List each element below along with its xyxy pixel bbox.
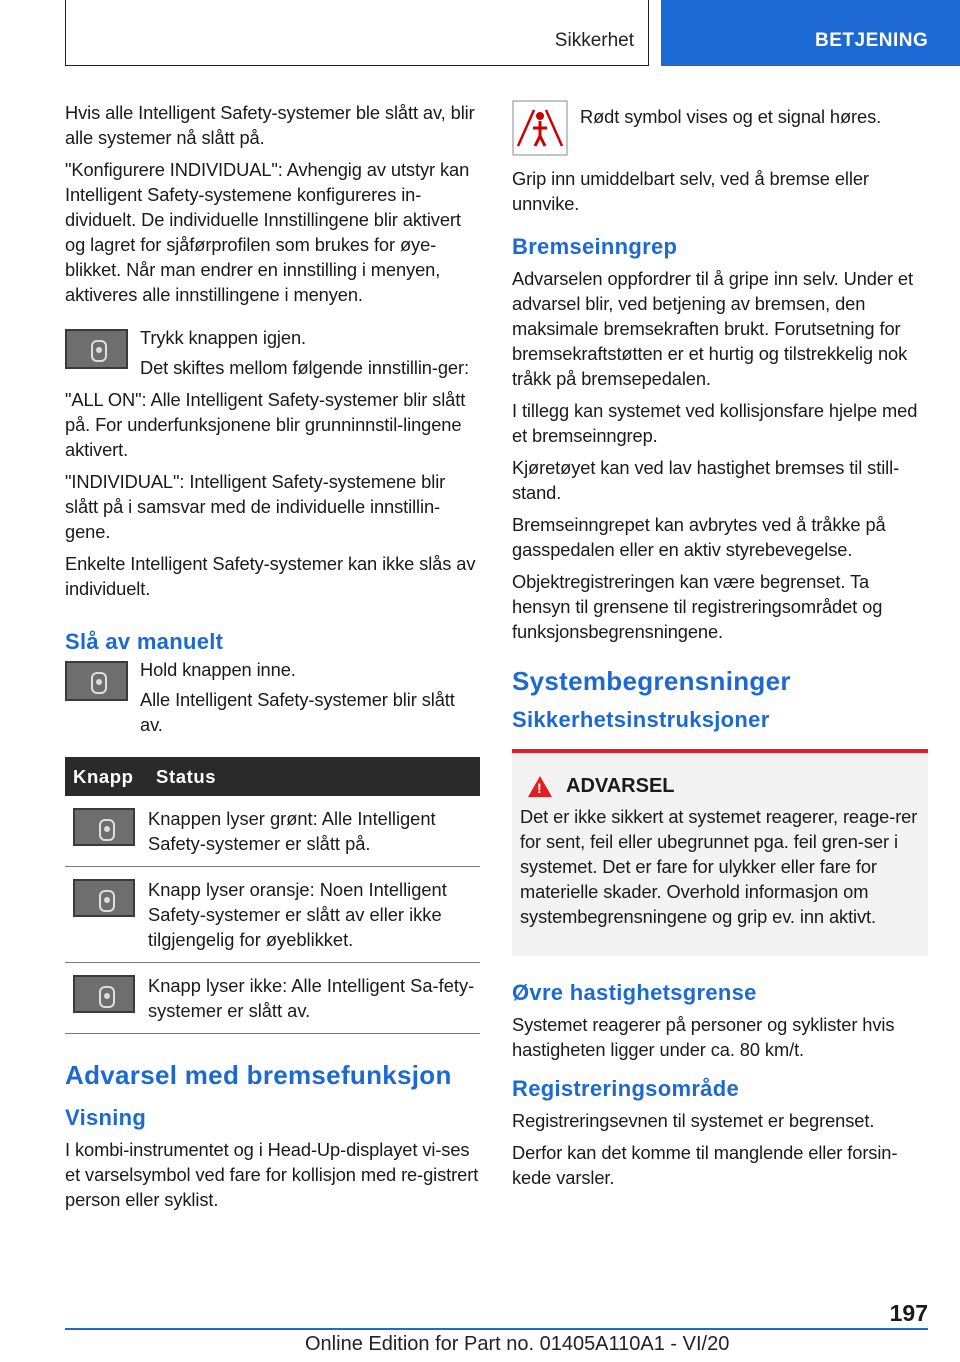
safety-button-icon xyxy=(65,661,128,701)
paragraph: Det skiftes mellom følgende innstillin-ger: xyxy=(140,357,469,378)
table-cell-status: Knapp lyser oransje: Noen Intelligent Safety-systemer er slått av eller ikke tilgjengelig for øyeblikket. xyxy=(148,867,480,963)
table-cell-status: Knappen lyser grønt: Alle Intelligent Safety-systemer er slått på. xyxy=(148,796,480,867)
warning-title-text: ADVARSEL xyxy=(566,775,675,797)
status-table xyxy=(65,757,480,1034)
safety-button-icon xyxy=(73,879,135,917)
header-section-title: Sikkerhet xyxy=(554,30,634,51)
header-chapter-tab xyxy=(661,0,960,66)
instruction-text: Hold knappen inne. xyxy=(140,659,296,680)
warning-text: Det er ikke sikkert at systemet reagerer, reage-rer for sent, feil eller ubegrunnet pga. feil gren-ser i systemet. Det er fare for ulykker eller fare for materielle skader. Overhold informasjon om systembegrensningene og grip ev. inn aktivt. xyxy=(520,806,918,927)
header-section-tab xyxy=(65,0,649,66)
warning-triangle-icon xyxy=(528,776,552,797)
paragraph: Kjøretøyet kan ved lav hastighet bremses til still-stand. xyxy=(512,457,900,503)
table-header-status: Status xyxy=(148,757,480,796)
header-chapter-title: BETJENING xyxy=(815,30,929,51)
heading-systembegrensninger: Systembegrensninger xyxy=(512,666,791,696)
paragraph: Registreringsevnen til systemet er begrenset. xyxy=(512,1110,875,1131)
safety-button-icon xyxy=(65,329,128,369)
paragraph: "ALL ON": Alle Intelligent Safety-systemer blir slått på. For underfunksjonene blir grunninnstil-lingene aktivert. xyxy=(65,389,466,460)
heading-sikkerhetsinstruksjoner: Sikkerhetsinstruksjoner xyxy=(512,707,770,732)
paragraph: "INDIVIDUAL": Intelligent Safety-systemene blir slått på i samsvar med de individuelle innstillin-gene. xyxy=(65,471,446,542)
footer-divider xyxy=(65,1328,928,1330)
paragraph: Enkelte Intelligent Safety-systemer kan ikke slås av individuelt. xyxy=(65,553,476,599)
heading-registreringsomrade: Registreringsområde xyxy=(512,1076,739,1101)
paragraph: I kombi-instrumentet og i Head-Up-displayet vi-ses et varselsymbol ved fare for kollisjon med re-gistrert person eller syklist. xyxy=(65,1139,479,1210)
instruction-text: Trykk knappen igjen. xyxy=(140,327,307,348)
instruction-text: Rødt symbol vises og et signal høres. xyxy=(580,106,882,127)
safety-button-icon xyxy=(73,975,135,1013)
heading-sla-av: Slå av manuelt xyxy=(65,629,224,654)
warning-title xyxy=(520,775,920,798)
table-row xyxy=(65,963,480,1034)
right-column xyxy=(512,100,928,1197)
icon-instruction xyxy=(512,100,928,156)
table-header-knapp: Knapp xyxy=(65,757,148,796)
paragraph: Systemet reagerer på personer og syklister hvis hastigheten ligger under ca. 80 km/t. xyxy=(512,1014,895,1060)
left-column xyxy=(65,100,480,1219)
paragraph: I tillegg kan systemet ved kollisjonsfare hjelpe med et bremseinngrep. xyxy=(512,400,918,446)
table-header-row xyxy=(65,757,480,796)
table-row xyxy=(65,867,480,963)
pedestrian-warning-icon xyxy=(512,100,568,156)
page-number: 197 xyxy=(889,1300,928,1326)
paragraph: Objektregistreringen kan være begrenset. Ta hensyn til grensene til registreringsområdet og funksjonsbegrensningene. xyxy=(512,571,883,642)
paragraph: "Konfigurere INDIVIDUAL": Avhengig av utstyr kan Intelligent Safety-systemene konfigureres in-dividuelt. De individuelle Innstillingene blir aktivert og lagret for sjåførprofilen som brukes for øye-blikket. Når man endrer en innstilling i menyen, aktiveres alle innstillingene i menyen. xyxy=(65,159,470,305)
paragraph: Grip inn umiddelbart selv, ved å bremse eller unnvike. xyxy=(512,168,869,214)
paragraph: Alle Intelligent Safety-systemer blir slått av. xyxy=(140,689,455,735)
paragraph: Advarselen oppfordrer til å gripe inn selv. Under et advarsel blir, ved betjening av bremsen, den maksimale bremsekraften brukt. Forutsetning for bremsekraftstøtten er et hurtig og tilstrekkelig nok tråkk på bremsepedalen. xyxy=(512,268,913,389)
table-row xyxy=(65,796,480,867)
safety-button-icon xyxy=(73,808,135,846)
paragraph: Derfor kan det komme til manglende eller forsin-kede varsler. xyxy=(512,1142,898,1188)
heading-ovre-hastighetsgrense: Øvre hastighetsgrense xyxy=(512,980,757,1005)
warning-box xyxy=(512,749,928,956)
footer-edition: Online Edition for Part no. 01405A110A1 - VI/20 xyxy=(305,1333,730,1355)
paragraph: Bremseinngrepet kan avbrytes ved å tråkke på gasspedalen eller en aktiv styrebevegelse. xyxy=(512,514,886,560)
heading-bremseinngrep: Bremseinngrep xyxy=(512,234,678,259)
paragraph: Hvis alle Intelligent Safety-systemer ble slått av, blir alle systemer nå slått på. xyxy=(65,102,475,148)
heading-visning: Visning xyxy=(65,1105,147,1130)
heading-advarsel: Advarsel med bremsefunksjon xyxy=(65,1060,452,1090)
table-cell-status: Knapp lyser ikke: Alle Intelligent Sa-fety-systemer er slått av. xyxy=(148,963,480,1034)
